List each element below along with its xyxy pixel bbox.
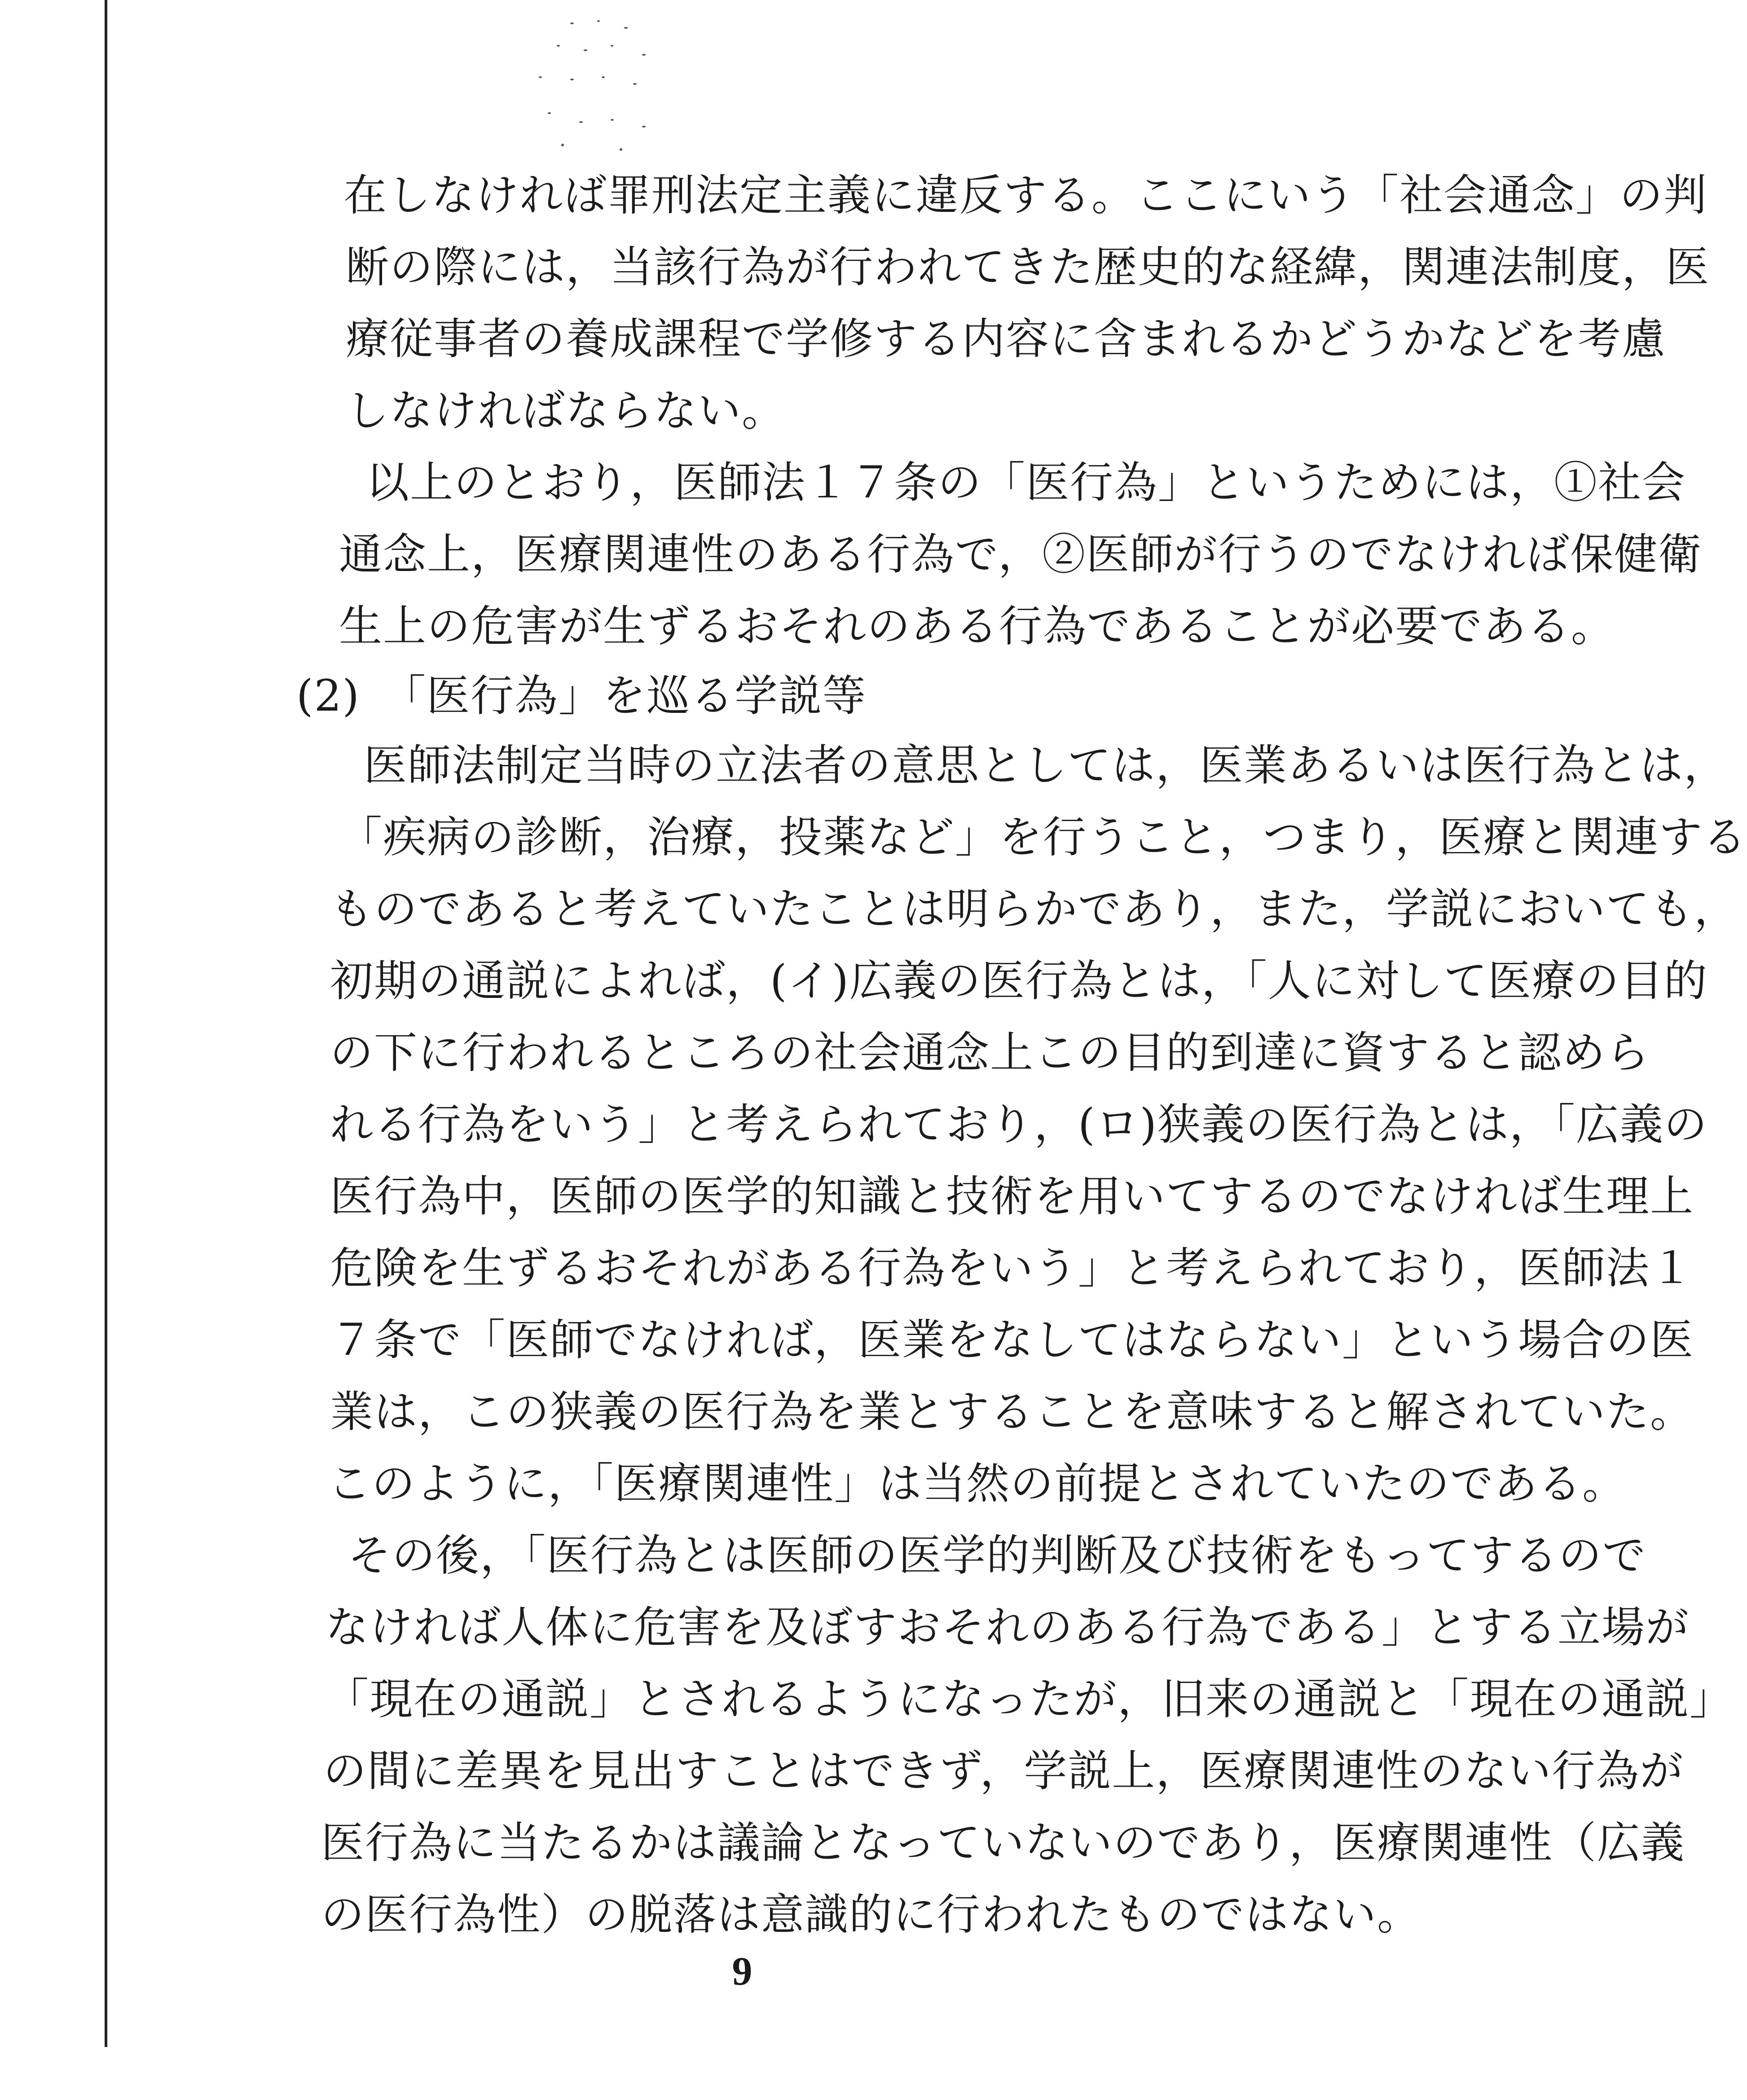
body-text-line: ７条で「医師でなければ，医業をなしてはならない」という場合の医 — [330, 1315, 1694, 1365]
body-text-line: 療従事者の養成課程で学修する内容に含まれるかどうかなどを考慮 — [346, 314, 1666, 364]
body-text-line: 医師法制定当時の立法者の意思としては，医業あるいは医行為とは， — [364, 740, 1728, 791]
body-text-line: 生上の危害が生ずるおそれのある行為であることが必要である。 — [339, 601, 1615, 651]
body-text-line: ものであると考えていたことは明らかであり，また，学説においても， — [330, 884, 1738, 934]
body-text-line: 以上のとおり，医師法１７条の「医行為」というためには，①社会 — [366, 457, 1686, 508]
body-text-line: その後，「医行為とは医師の医学的判断及び技術をもってするので — [348, 1530, 1646, 1581]
body-text-line: 初期の通説によれば，(イ)広義の医行為とは，「人に対して医療の目的 — [330, 956, 1708, 1006]
binding-margin-line — [105, 0, 107, 2047]
body-text-line: の間に差異を見出すことはできず，学説上，医療関連性のない行為が — [323, 1746, 1684, 1796]
body-text-line: しなければならない。 — [346, 386, 786, 436]
body-text-line: 断の際には，当該行為が行われてきた歴史的な経緯，関連法制度，医 — [346, 242, 1710, 292]
body-text-line: れる行為をいう」と考えられており，(ロ)狭義の医行為とは，「広義の — [330, 1099, 1708, 1150]
body-text-line: 危険を生ずるおそれがある行為をいう」と考えられており，医師法１ — [330, 1243, 1694, 1293]
page-number: 9 — [732, 1949, 752, 1994]
scan-specks — [530, 18, 700, 153]
body-text-line: 医行為中，医師の医学的知識と技術を用いてするのでなければ生理上 — [330, 1171, 1694, 1221]
body-text-line: の医行為性）の脱落は意識的に行われたものではない。 — [321, 1889, 1421, 1940]
body-text-line: 「疾病の診断，治療，投薬など」を行うこと，つまり，医療と関連する — [339, 812, 1747, 862]
body-text-line: このように，「医療関連性」は当然の前提とされていたのである。 — [328, 1459, 1626, 1509]
body-text-line: 業は，この狭義の医行為を業とすることを意味すると解されていた。 — [330, 1387, 1694, 1437]
body-text-line: 「現在の通説」とされるようになったが，旧来の通説と「現在の通説」 — [326, 1674, 1734, 1724]
section-heading: (2) 「医行為」を巡る学説等 — [296, 671, 867, 721]
body-text-line: なければ人体に危害を及ぼすおそれのある行為である」とする立場が — [326, 1602, 1690, 1652]
body-text-line: 通念上，医療関連性のある行為で，②医師が行うのでなければ保健衛 — [339, 529, 1703, 580]
body-text-line: の下に行われるところの社会通念上この目的到達に資すると認めら — [330, 1028, 1650, 1078]
body-text-line: 在しなければ罪刑法定主義に違反する。ここにいう「社会通念」の判 — [343, 170, 1707, 220]
body-text-line: 医行為に当たるかは議論となっていないのであり，医療関連性（広義 — [321, 1818, 1685, 1868]
